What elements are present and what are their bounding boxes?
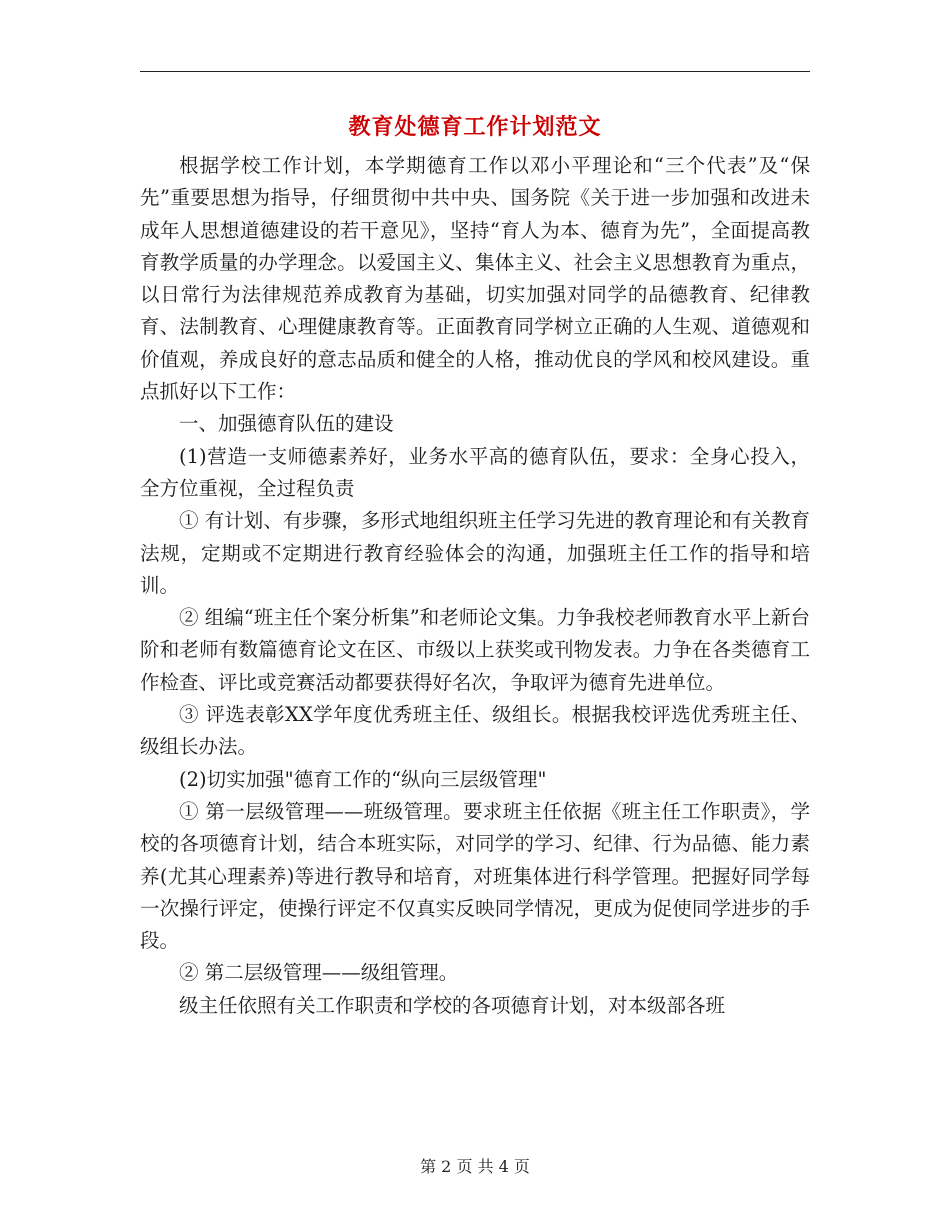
paragraph-subitem-2: ② 组编“班主任个案分析集”和老师论文集。力争我校老师教育水平上新台阶和老师有数篇德育论文在区、市级以上获奖或刊物发表。力争在各类德育工作检查、评比或竞赛活动都要获得好名次，争取评为德育先进单位。 <box>140 606 810 694</box>
page-number: 第 2 页 共 4 页 <box>420 1157 530 1176</box>
header-rule <box>140 71 810 72</box>
paragraph-subitem-3: ③ 评选表彰XX学年度优秀班主任、级组长。根据我校评选优秀班主任、级组长办法。 <box>140 703 810 759</box>
paragraph-subitem-1: ① 有计划、有步骤，多形式地组织班主任学习先进的教育理论和有关教育法规，定期或不定期进行教育经验体会的沟通，加强班主任工作的指导和培训。 <box>140 509 810 597</box>
document-body <box>140 150 810 1022</box>
paragraph-item-1: (1)营造一支师德素养好，业务水平高的德育队伍，要求：全身心投入，全方位重视，全过程负责 <box>140 444 810 500</box>
paragraph-intro: 根据学校工作计划，本学期德育工作以邓小平理论和“三个代表”及“保先”重要思想为指导，仔细贯彻中共中央、国务院《关于进一步加强和改进未成年人思想道德建设的若干意见》，坚持“育人为本、德育为先”，全面提高教育教学质量的办学理念。以爱国主义、集体主义、社会主义思想教育为重点，以日常行为法律规范养成教育为基础，切实加强对同学的品德教育、纪律教育、法制教育、心理健康教育等。正面教育同学树立正确的人生观、道德观和价值观，养成良好的意志品质和健全的人格，推动优良的学风和校风建设。重点抓好以下工作： <box>140 154 810 404</box>
paragraph-item-2: (2)切实加强"德育工作的“纵向三层级管理" <box>179 767 547 791</box>
paragraph-level-1: ① 第一层级管理——班级管理。要求班主任依据《班主任工作职责》，学校的各项德育计划，结合本班实际，对同学的学习、纪律、行为品德、能力素养(尤其心理素养)等进行教导和培育，对班集体进行科学管理。把握好同学每一次操行评定，使操行评定不仅真实反映同学情况，更成为促使同学进步的手段。 <box>140 799 810 953</box>
section-heading-1: 一、加强德育队伍的建设 <box>179 412 394 436</box>
paragraph-level-2: ② 第二层级管理——级组管理。 <box>179 961 459 985</box>
paragraph-level-2-detail: 级主任依照有关工作职责和学校的各项德育计划，对本级部各班 <box>179 993 726 1017</box>
document-title: 教育处德育工作计划范文 <box>348 114 602 140</box>
